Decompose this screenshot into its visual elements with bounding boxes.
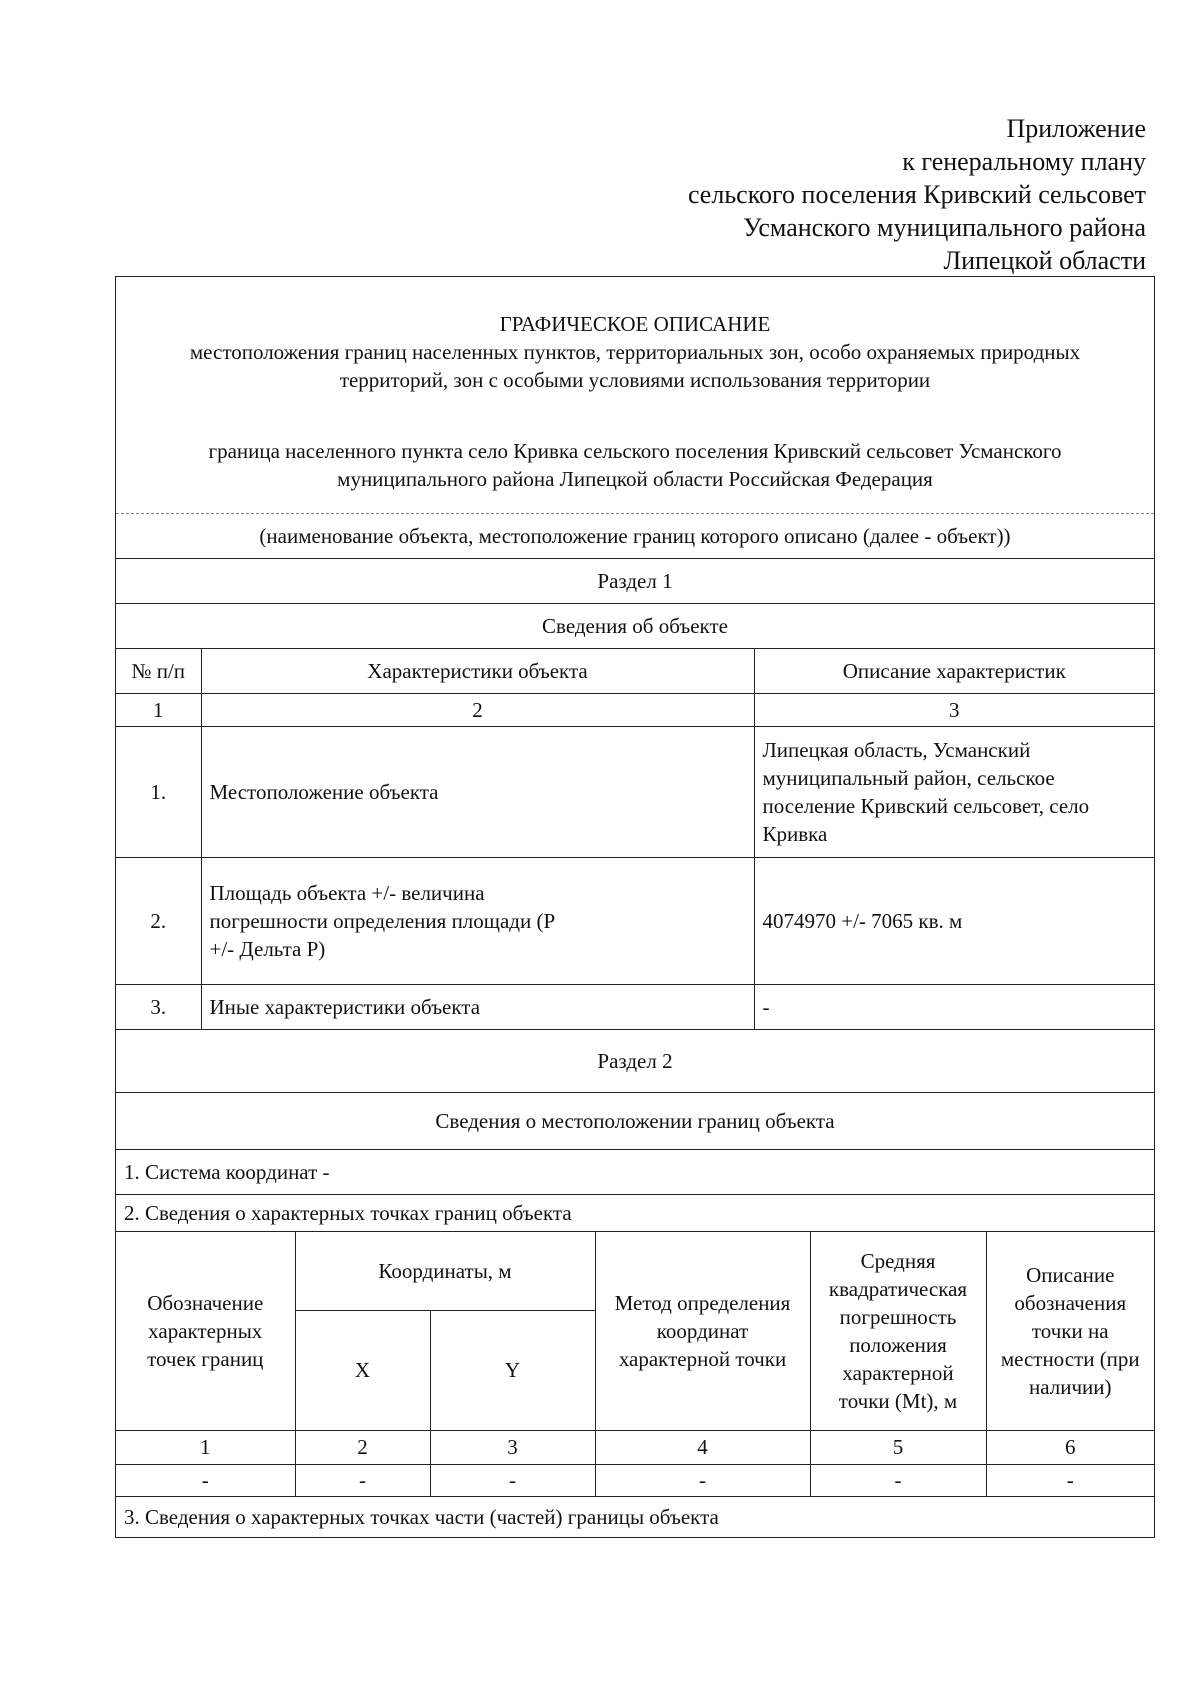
col-number: 2 <box>295 1430 430 1464</box>
col-header-designation: Обозначение характерных точек границ <box>116 1232 295 1430</box>
col-header-error: Средняя квадратическая погрешность положения характерной точки (Mt), м <box>810 1232 986 1430</box>
points-heading: 2. Сведения о характерных точках границ объекта <box>116 1195 1154 1232</box>
section1-label: Раздел 1 <box>116 559 1154 604</box>
row-name: Площадь объекта +/- величина погрешности определения площади (P +/- Дельта P) <box>201 858 754 985</box>
row-name: Иные характеристики объекта <box>201 985 754 1030</box>
col-number: 3 <box>430 1430 595 1464</box>
col-number: 3 <box>754 694 1154 727</box>
title-block <box>116 277 1154 513</box>
table-row <box>116 985 1154 1030</box>
points-table <box>116 1232 1154 1497</box>
cell-value: - <box>810 1464 986 1496</box>
header-line-3: сельского поселения Кривский сельсовет <box>687 180 1146 209</box>
cell-value: - <box>116 1464 295 1496</box>
object-name: граница населенного пункта село Кривка сельского поселения Кривский сельсовет Усманского муниципального района Липецкой области Российская Федерация <box>208 439 1062 491</box>
appendix-header <box>546 112 1146 277</box>
col-number: 5 <box>810 1430 986 1464</box>
col-header-x: X <box>295 1310 430 1430</box>
coord-system: 1. Система координат - <box>116 1150 1154 1195</box>
section1-heading: Сведения об объекте <box>116 604 1154 649</box>
object-note: (наименование объекта, местоположение границ которого описано (далее - объект)) <box>116 514 1154 559</box>
col-header-point-description: Описание обозначения точки на местности (при наличии) <box>986 1232 1154 1430</box>
row-num: 2. <box>116 858 201 985</box>
cell-value: - <box>986 1464 1154 1496</box>
document-subtitle: местоположения границ населенных пунктов, территориальных зон, особо охраняемых природных территорий, зон с особыми условиями использования территории <box>189 340 1081 392</box>
row-value: Липецкая область, Усманский муниципальный район, сельское поселение Кривский сельсовет, село Кривка <box>754 727 1154 858</box>
col-header-num: № п/п <box>116 649 201 694</box>
header-line-5: Липецкой области <box>943 246 1146 275</box>
row-num: 3. <box>116 985 201 1030</box>
cell-value: - <box>295 1464 430 1496</box>
cell-value: - <box>595 1464 810 1496</box>
col-number: 1 <box>116 1430 295 1464</box>
header-line-4: Усманского муниципального района <box>743 213 1146 242</box>
col-header-method: Метод определения координат характерной точки <box>595 1232 810 1430</box>
row-name: Местоположение объекта <box>201 727 754 858</box>
table-row <box>116 858 1154 985</box>
table-row <box>116 1464 1154 1496</box>
description-form <box>115 276 1155 1538</box>
col-header-characteristic: Характеристики объекта <box>201 649 754 694</box>
col-header-y: Y <box>430 1310 595 1430</box>
col-number: 1 <box>116 694 201 727</box>
header-line-1: Приложение <box>1006 114 1146 143</box>
col-number: 2 <box>201 694 754 727</box>
section2-label: Раздел 2 <box>116 1030 1154 1093</box>
col-header-coords: Координаты, м <box>295 1232 595 1310</box>
document-title: ГРАФИЧЕСКОЕ ОПИСАНИЕ <box>499 312 771 336</box>
object-info-table <box>116 649 1154 1030</box>
row-num: 1. <box>116 727 201 858</box>
table-row <box>116 727 1154 858</box>
row-value: 4074970 +/- 7065 кв. м <box>754 858 1154 985</box>
cell-value: - <box>430 1464 595 1496</box>
col-header-description: Описание характеристик <box>754 649 1154 694</box>
row-value: - <box>754 985 1154 1030</box>
col-number: 4 <box>595 1430 810 1464</box>
section2-heading: Сведения о местоположении границ объекта <box>116 1093 1154 1150</box>
col-number: 6 <box>986 1430 1154 1464</box>
parts-heading: 3. Сведения о характерных точках части (частей) границы объекта <box>124 1504 719 1529</box>
header-line-2: к генеральному плану <box>902 147 1146 176</box>
